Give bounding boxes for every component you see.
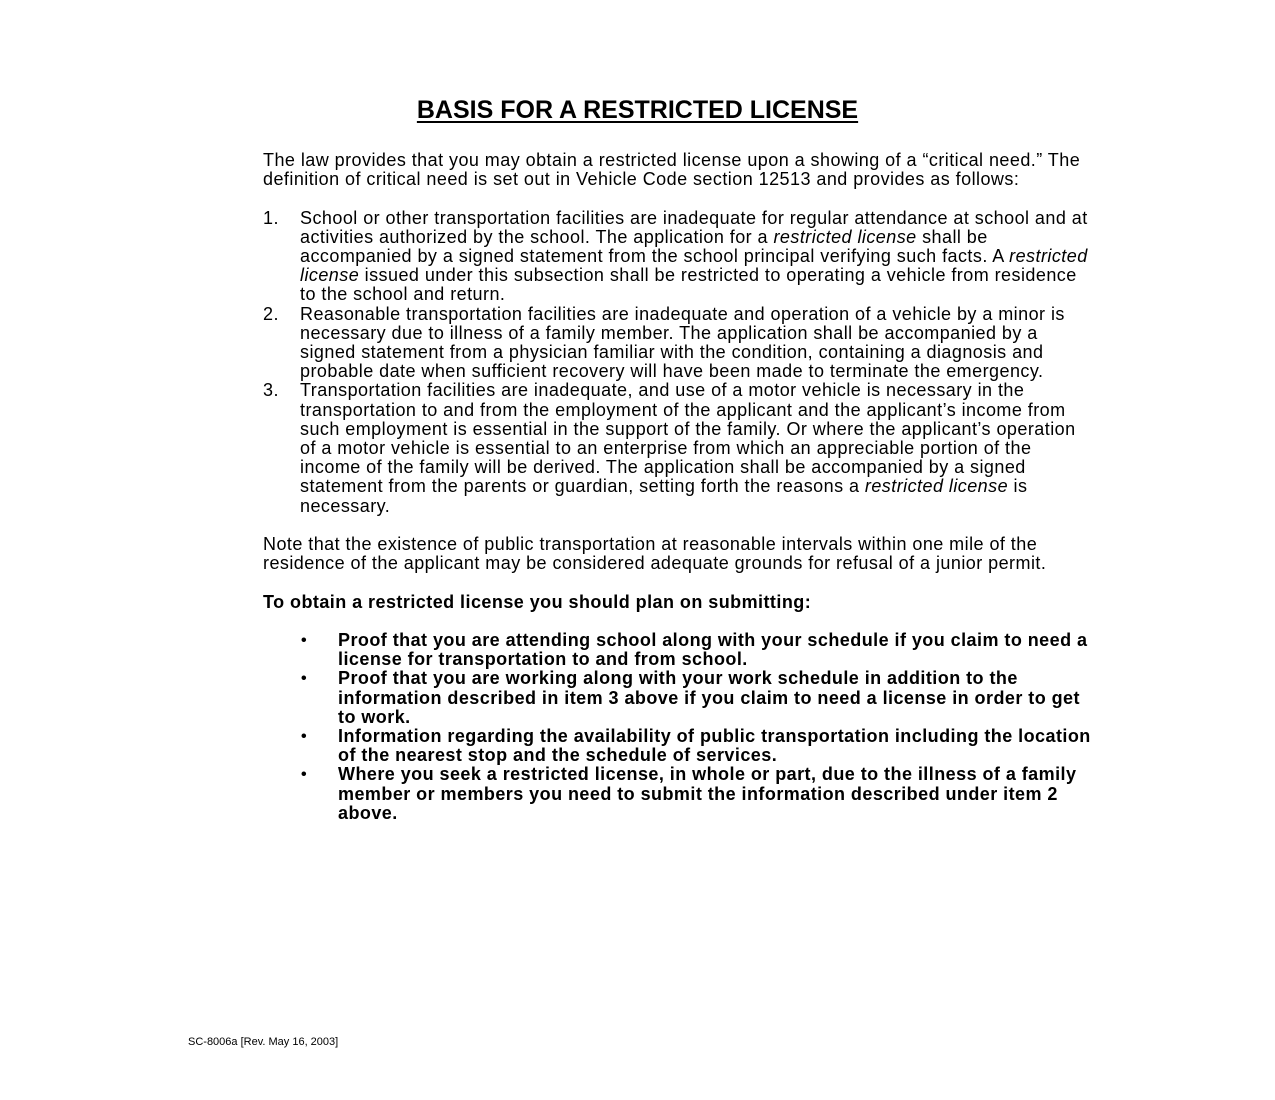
requirement-text: Proof that you are working along with your work schedule in addition to the information described in item 3 above if you claim to need a license in order to get to work. xyxy=(338,668,1080,727)
restricted-license-term: restricted license xyxy=(300,246,1088,286)
requirement-item xyxy=(263,727,1093,765)
form-number-footer: SC-8006a [Rev. May 16, 2003] xyxy=(188,1036,339,1048)
critical-need-item-3 xyxy=(263,381,1093,515)
critical-need-list xyxy=(263,209,1093,516)
item-number: 2. xyxy=(263,303,279,324)
restricted-license-term: restricted license xyxy=(864,476,1009,497)
page-title: BASIS FOR A RESTRICTED LICENSE xyxy=(416,96,859,124)
note-paragraph: Note that the existence of public transportation at reasonable intervals within one mile of the residence of the applicant may be considered adequate grounds for refusal of a junior permit. xyxy=(263,534,1047,574)
requirement-item xyxy=(263,631,1093,669)
bullet-icon: • xyxy=(301,728,308,746)
critical-need-item-2 xyxy=(263,305,1093,382)
item-number: 3. xyxy=(263,380,279,401)
bullet-icon: • xyxy=(301,632,308,650)
requirement-text: Where you seek a restricted license, in whole or part, due to the illness of a family member or members you need to submit the information described under item 2 above. xyxy=(338,764,1077,823)
requirement-text: Information regarding the availability of public transportation including the location of the nearest stop and the schedule of services. xyxy=(338,726,1091,766)
bullet-icon: • xyxy=(301,766,308,784)
restricted-license-term: restricted license xyxy=(773,226,917,247)
requirements-list xyxy=(263,631,1093,823)
critical-need-item-1 xyxy=(263,209,1093,305)
requirements-heading: To obtain a restricted license you should plan on submitting: xyxy=(263,591,812,612)
requirement-item xyxy=(263,765,1093,823)
requirement-text: Proof that you are attending school along with your schedule if you claim to need a license for transportation to and from school. xyxy=(338,630,1088,670)
item-number: 1. xyxy=(263,207,279,228)
document-body xyxy=(263,151,1093,823)
item-text: School or other transportation facilities are inadequate for regular attendance at school and at activities authorized by the school. The application for a restricted license shall be accompanied by a signed statement from the school principal verifying such facts. A restricted license issued under this subsection shall be restricted to operating a vehicle from residence to the school and return. xyxy=(300,207,1088,305)
intro-paragraph: The law provides that you may obtain a restricted license upon a showing of a “critical need.” The definition of critical need is set out in Vehicle Code section 12513 and provides as follows: xyxy=(263,150,1081,190)
requirement-item xyxy=(263,669,1093,727)
item-text: Transportation facilities are inadequate, and use of a motor vehicle is necessary in the transportation to and from the employment of the applicant and the applicant’s income from such employment is essential in the support of the family. Or where the applicant’s operation of a motor vehicle is essential to an enterprise from which an appreciable portion of the income of the family will be derived. The application shall be accompanied by a signed statement from the parents or guardian, setting forth the reasons a restricted license is necessary. xyxy=(300,380,1076,516)
bullet-icon: • xyxy=(301,670,308,688)
item-text: Reasonable transportation facilities are inadequate and operation of a vehicle by a minor is necessary due to illness of a family member. The application shall be accompanied by a signed statement from a physician familiar with the condition, containing a diagnosis and probable date when sufficient recovery will have been made to terminate the emergency. xyxy=(300,303,1065,382)
